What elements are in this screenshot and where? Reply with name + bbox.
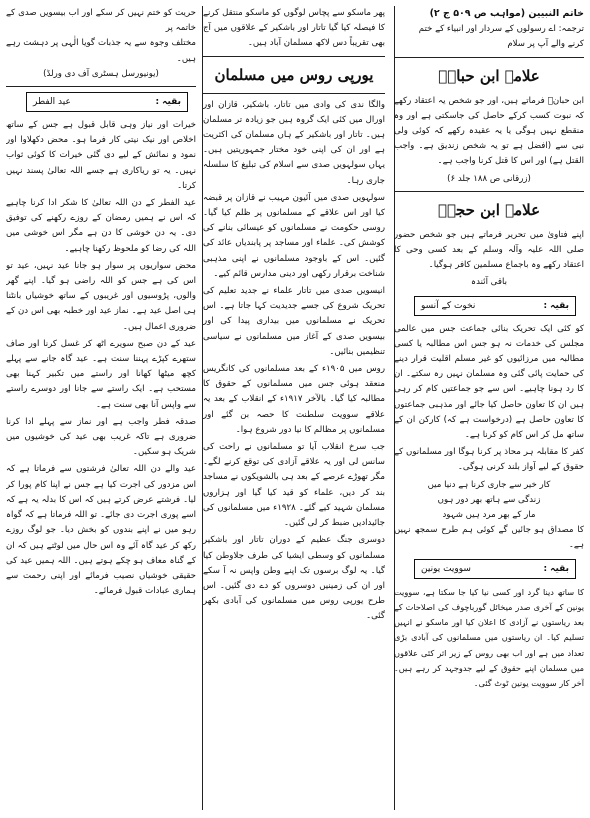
verse-line: زندگی سے ہاتھ بھر دور ہوں: [437, 494, 541, 505]
paragraph: صدقہ فطر واجب ہے اور نماز سے پہلے ادا کرنا ضروری ہے تاکہ غریب بھی عید کی خوشیوں میں شریک ہو سکیں۔: [6, 416, 196, 458]
divider: [203, 93, 385, 94]
box-title: سوویت یونین: [421, 563, 471, 574]
paragraph: عید کے دن صبح سویرے اٹھ کر غسل کرنا اور صاف ستھرے کپڑے پہننا سنت ہے۔ عید گاہ جانے سے پہلے کچھ میٹھا کھانا اور راستے میں تکبیر کہنا بھی مستحب ہے۔ ایک راستے سے جانا اور دوسرے راستے سے واپس آنا بھی سنت ہے۔: [6, 338, 196, 410]
continuation-box-eid: [26, 92, 188, 112]
verse-line: کار خیر سے جاری کرنا ہے دنیا میں: [427, 479, 551, 490]
top-line: ترجمہ: اے رسولوں کے سردار اور انبیاء کے ختم: [418, 24, 584, 35]
verse-line: مار کے بھر مرد ہیں شہود: [442, 510, 536, 521]
heading-ibn-hajar: علامہ ابن حجرؒ: [437, 200, 541, 219]
heading-european-russia: یورپی روس میں مسلمان: [214, 65, 374, 84]
continuation-box-nakhwat: [414, 296, 576, 316]
paragraph: کفر کا مقابلہ ہر محاذ پر کرنا ہوگا اور مسلمانوں کے حقوق کے لیے آواز بلند کرنی ہوگی۔: [394, 447, 584, 473]
box-title: نخوت کے آنسو: [421, 300, 476, 311]
paragraph: کو کئی ایک تحریک بنائی جماعت جس میں عالمی مجلس کی خدمات نہ ہو جس اس مطالبہ یا کسی مطالبہ میں مرزائیوں کو غیر مسلم اقلیت قرار دینے کی حمایت پائی گئی وہ مسلمان نہیں رہ سکتے۔ ان کا رد ہونا چاہیے۔ اس سے جو جماعتیں کام کر رہی ہیں ان کا تعاون حاصل کیا جائے اور مذہبی جماعتوں کا تعاون حاصل ہے (درخواست ہے کہ) کارکن ان کے ساتھ مل کر اس کام کو کرنا ہے۔: [394, 323, 584, 441]
top-line: کرنے والے آپ پر سلام: [507, 39, 584, 50]
continued-note: باقی آئندہ: [471, 277, 507, 288]
paragraph: دوسری جنگ عظیم کے دوران تاتار اور باشکیر مسلمانوں کو وسطی ایشیا کی طرف جلاوطن کیا گیا۔ یہ لوگ برسوں تک اپنے وطن واپس نہ آ سکے اور ان کی زمینیں دوسروں کو دے دی گئیں۔ اس طرح یورپی روس میں مسلمانوں کی آبادی بکھر گئی۔: [203, 535, 385, 622]
paragraph: والگا ندی کی وادی میں تاتار، باشکیر، قازان اور اورال میں کئی ایک گروہ ہیں جو زیادہ تر مسلمان ہیں۔ تاتار اور باشکیر کے ہاں مسلمان کی اکثریت ہے اور ان کی اپنی خود مختار جمہوریتیں ہیں۔ یہاں سولہویں صدی سے اسلام کی تبلیغ کا سلسلہ جاری رہا۔: [203, 99, 385, 186]
paragraph: عید والے دن اللہ تعالیٰ فرشتوں سے فرماتا ہے کہ اس مزدور کی اجرت کیا ہے جس نے اپنا کام پورا کر لیا۔ فرشتے عرض کرتے ہیں کہ اس کا بدلہ یہ ہے کہ اسے پوری اجرت دی جائے۔ تو اللہ فرماتا ہے کہ گواہ رہو میں نے اپنے بندوں کو بخش دیا۔ جو لوگ روزے رکھ کر عید گاہ آئے وہ اس حال میں لوٹتے ہیں کہ ان کے گناہ معاف ہو چکے ہوتے ہیں۔ اللہ ہمیں عید کی حقیقی خوشیاں نصیب فرمائے اور اپنی رحمت سے ہماری عبادات قبول فرمائے۔: [6, 464, 196, 597]
paragraph: اپنے فتاویٰ میں تحریر فرماتے ہیں جو شخص حضور صلی اللہ علیہ وآلہ وسلم کے بعد کسی وحی کا اعتقاد رکھے وہ باجماع مسلمین کافر ہوگیا۔: [394, 229, 584, 271]
left-column: [6, 6, 196, 810]
paragraph: محض سواریوں پر سوار ہو جانا عید نہیں، عید تو اس کی ہے جس کو اللہ راضی ہو گیا۔ اپنے گھر والوں، پڑوسیوں اور غریبوں کے ساتھ خوشیاں بانٹنا ہی اصل عید ہے۔ نماز عید اور خطبہ بھی اس دن کے ضروری اعمال ہیں۔: [6, 260, 196, 332]
paragraph: جب سرخ انقلاب آیا تو مسلمانوں نے راحت کی سانس لی اور یہ علاقے آزادی کی توقع کرنے لگے۔ مگر تھوڑے عرصے کے بعد ہی بالشویکوں نے مساجد بند کر دیں، علماء کو قید کیا گیا اور ہزاروں مسلمان شہید کیے گئے۔ ۱۹۲۸ء میں مسلمانوں کی جائیدادیں ضبط کر لی گئیں۔: [203, 442, 385, 529]
reference: (زرقانی ص ۱۸۸ جلد ۶): [447, 173, 531, 184]
source-note: (یونیورسل ہسٹری آف دی ورلڈ): [43, 68, 159, 79]
heading-ibn-hibban: علامہ ابن حبانؒ: [438, 66, 540, 85]
box-title: عید الفطر: [33, 97, 71, 108]
paragraph: پھر ماسکو سے پچاس لوگوں کو ماسکو منتقل کرنے کا فیصلہ کیا گیا تاتار اور باشکیر کے علاقوں میں آج بھی تقریباً دس لاکھ مسلمان آباد ہیں۔: [203, 8, 385, 49]
paragraph: سولہویں صدی میں آئیون مہیب نے قازان پر قبضہ کیا اور اس علاقے کے مسلمانوں پر ظلم کیا گیا۔ روسی حکومت نے مسلمانوں کو عیسائی بنانے کی کوشش کی۔ علماء اور مساجد پر پابندیاں عائد کی گئیں۔ اس کے باوجود مسلمانوں نے اپنی مذہبی شناخت برقرار رکھی اور دینی مدارس قائم کیے۔: [203, 192, 385, 279]
box-label: بقیہ :: [155, 97, 181, 108]
paragraph: عید الفطر کے دن اللہ تعالیٰ کا شکر ادا کرنا چاہیے کہ اس نے ہمیں رمضان کے روزے رکھنے کی توفیق دی۔ یہ دن خوشی کا دن ہے مگر اس خوشی میں اللہ کی رضا کو ملحوظ رکھنا چاہیے۔: [6, 198, 196, 254]
top-line: مختلف وجوہ سے یہ جذبات گویا الٰہی پر دہشت رہے ہیں۔: [6, 38, 196, 64]
paragraph: کا مصداق ہو جائیں گے کوئی ہم طرح سمجھ نہیں ہے۔: [394, 525, 584, 551]
divider: [394, 57, 584, 58]
divider: [203, 56, 385, 57]
continuation-box-soviet: [414, 559, 576, 579]
box-label: بقیہ :: [543, 563, 569, 574]
paragraph: روس میں ۱۹۰۵ء کے بعد مسلمانوں کی کانگریس منعقد ہوئی جس میں مسلمانوں کے حقوق کا مطالبہ کیا گیا۔ بالآخر ۱۹۱۷ء کے انقلاب کے بعد یہ علاقے سوویت سلطنت کا حصہ بن گئے اور مسلمانوں پر مظالم کا نیا دور شروع ہوا۔: [203, 364, 385, 435]
divider: [394, 191, 584, 192]
right-column: [394, 6, 584, 810]
paragraph: انیسویں صدی میں تاتار علماء نے جدید تعلیم کی تحریک شروع کی جسے جدیدیت کہا جاتا ہے۔ اس تحریک نے مسلمانوں میں بیداری پیدا کی اور بیسویں صدی کے آغاز میں مسلمانوں نے سیاسی تنظیمیں بنائیں۔: [203, 286, 385, 357]
top-title: خاتم النبیین (مواہب ص ۵۰۹ ج ۲): [429, 8, 584, 19]
paragraph: کا ساتھ دینا گرد اور کسی نیا کیا جا سکتا ہے، سوویت یونین کے آخری صدر میخائل گورباچوف کی اصلاحات کے بعد ریاستوں نے آزادی کا اعلان کیا اور ماسکو نے انہیں تسلیم کیا۔ ان ریاستوں میں مسلمانوں کی آبادی بڑی تعداد میں ہے اور اب بھی روس کے زیر اثر کئی علاقوں میں مسلمان اپنے حقوق کے لیے جدوجہد کر رہے ہیں۔ آخر کار سوویت یونین ٹوٹ گئی۔: [394, 586, 584, 688]
paragraph: ابن حبانؒ فرماتے ہیں، اور جو شخص یہ اعتقاد رکھے کہ نبوت کسب کرکے حاصل کی جاسکتی ہے اور وہ منقطع نہیں ہوگی یا یہ عقیدہ رکھے کہ کوئی ولی نبی سے (افضل ہے تو یہ شخص زندیق ہے۔ واجب القتل ہے) اور اس کا قتل کرنا واجب ہے۔: [394, 95, 584, 167]
top-line: حریت کو ختم نہیں کر سکے اور اب بیسویں صدی کے خاتمہ پر: [6, 8, 196, 34]
box-label: بقیہ :: [543, 300, 569, 311]
divider: [6, 86, 196, 87]
paragraph: خیرات اور نیاز وہی قابل قبول ہے جس کے ساتھ اخلاص اور نیک نیتی کار فرما ہو۔ محض دکھلاوا اور نمود و نمائش کے لیے دی گئی خیرات کا کوئی ثواب نہیں۔ یہ تو ریاکاری ہے جسے اللہ تعالیٰ پسند نہیں کرتا۔: [6, 120, 196, 191]
middle-column: [203, 6, 385, 810]
